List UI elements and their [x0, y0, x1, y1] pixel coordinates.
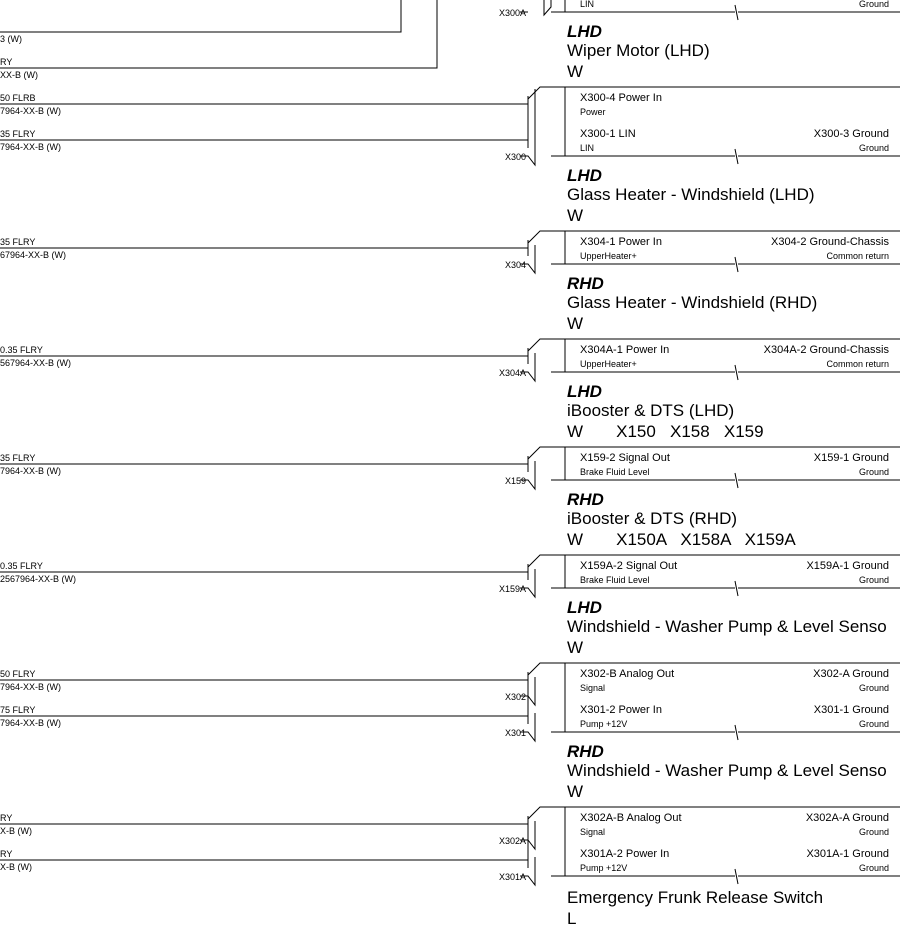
wire-label: 2567964-XX-B (W): [0, 574, 77, 584]
wire-label: 35 FLRY: [0, 237, 36, 247]
pin-signal: Ground: [858, 0, 889, 9]
pin-signal: Common return: [826, 251, 889, 261]
component-body: [735, 257, 738, 272]
component-body: [544, 0, 551, 15]
connector-id: X159A: [498, 584, 526, 594]
component-code: W X150A X158A X159A: [567, 530, 796, 549]
connector-id: X302A: [498, 836, 526, 846]
component-code: L: [567, 909, 577, 928]
component-code: W X150 X158 X159: [567, 422, 764, 441]
component-name: Windshield - Washer Pump & Level Senso: [567, 761, 887, 780]
pin-signal: Ground: [858, 143, 889, 153]
component-body: [735, 869, 738, 884]
wire-label: 0.35 FLRY: [0, 561, 43, 571]
pin-name: X301-2 Power In: [580, 704, 662, 716]
component-body: [735, 149, 738, 164]
component-name: Wiper Motor (LHD): [567, 41, 710, 60]
wire-label: 50 FLRB: [0, 93, 36, 103]
side-label: LHD: [567, 598, 602, 617]
wire-label: RY: [0, 849, 13, 859]
connector-id: X301A: [498, 872, 526, 882]
wire-segment: [0, 0, 437, 68]
pin-signal: Common return: [826, 359, 889, 369]
connector-id: X304A: [498, 368, 526, 378]
pin-signal: Ground: [858, 683, 889, 693]
side-label: RHD: [567, 274, 604, 293]
component-code: W: [567, 782, 584, 801]
wire-label: RY: [0, 57, 13, 67]
pin-name: X304-2 Ground-Chassis: [770, 236, 889, 248]
wire-label: 7964-XX-B (W): [0, 718, 62, 728]
pin-name: X302-A Ground: [813, 668, 889, 680]
wire-label: XX-B (W): [0, 70, 38, 80]
wire-label: RY: [0, 813, 13, 823]
wire-label: 50 FLRY: [0, 669, 36, 679]
component-body: [735, 365, 738, 380]
side-label: RHD: [567, 490, 604, 509]
pin-signal: Signal: [580, 827, 606, 837]
connector-id: X159: [504, 476, 526, 486]
pin-signal: Brake Fluid Level: [580, 467, 650, 477]
component-body: [735, 581, 738, 596]
connector-id: X304: [504, 260, 526, 270]
component-body: [735, 5, 738, 20]
pin-signal: Pump +12V: [580, 719, 628, 729]
pin-name: X300-3 Ground: [813, 128, 889, 140]
pin-signal: Ground: [858, 827, 889, 837]
pin-signal: Ground: [858, 575, 889, 585]
connector-id: X301: [504, 728, 526, 738]
wire-label: 7964-XX-B (W): [0, 682, 62, 692]
wire-label: X-B (W): [0, 826, 32, 836]
component-name: iBooster & DTS (LHD): [567, 401, 735, 420]
wire-label: 3 (W): [0, 34, 22, 44]
wire-label: 7964-XX-B (W): [0, 106, 62, 116]
pin-name: X304A-1 Power In: [580, 344, 670, 356]
wire-label: 75 FLRY: [0, 705, 36, 715]
wire-label: 7964-XX-B (W): [0, 142, 62, 152]
pin-name: X300-4 Power In: [580, 92, 662, 104]
component-name: Glass Heater - Windshield (LHD): [567, 185, 815, 204]
connector-id: X300: [504, 152, 526, 162]
component-name: iBooster & DTS (RHD): [567, 509, 738, 528]
pin-name: X159A-2 Signal Out: [580, 560, 678, 572]
wire-label: 35 FLRY: [0, 453, 36, 463]
wire-label: 7964-XX-B (W): [0, 466, 62, 476]
component-code: W: [567, 638, 584, 657]
pin-name: X159A-1 Ground: [806, 560, 889, 572]
side-label: RHD: [567, 742, 604, 761]
component-code: W: [567, 62, 584, 81]
component-name: Emergency Frunk Release Switch: [567, 888, 824, 907]
pin-signal: Ground: [858, 863, 889, 873]
wire-segment: [0, 0, 401, 32]
pin-name: X301A-2 Power In: [580, 848, 670, 860]
pin-name: X301A-1 Ground: [806, 848, 889, 860]
wire-label: X-B (W): [0, 862, 32, 872]
wire-label: 567964-XX-B (W): [0, 358, 72, 368]
pin-signal: Ground: [858, 719, 889, 729]
pin-name: X302A-A Ground: [805, 812, 889, 824]
wire-label: 35 FLRY: [0, 129, 36, 139]
pin-name: X159-2 Signal Out: [580, 452, 670, 464]
pin-name: X301-1 Ground: [813, 704, 889, 716]
pin-signal: Power: [580, 107, 606, 117]
pin-name: X304A-2 Ground-Chassis: [763, 344, 889, 356]
pin-signal: Pump +12V: [580, 863, 628, 873]
side-label: LHD: [567, 22, 602, 41]
pin-signal: LIN: [580, 0, 595, 9]
component-code: W: [567, 314, 584, 333]
component-body: [735, 725, 738, 740]
wire-label: 0.35 FLRY: [0, 345, 43, 355]
connector-id: X302: [504, 692, 526, 702]
side-label: LHD: [567, 382, 602, 401]
pin-name: X302A-B Analog Out: [580, 812, 682, 824]
pin-signal: UpperHeater+: [580, 359, 637, 369]
component-name: Windshield - Washer Pump & Level Senso: [567, 617, 887, 636]
component-code: W: [567, 206, 584, 225]
component-body: [735, 473, 738, 488]
component-name: Glass Heater - Windshield (RHD): [567, 293, 818, 312]
side-label: LHD: [567, 166, 602, 185]
pin-signal: LIN: [580, 143, 595, 153]
pin-signal: Brake Fluid Level: [580, 575, 650, 585]
wire-label: 67964-XX-B (W): [0, 250, 67, 260]
connector-id: X300A: [498, 8, 526, 18]
pin-name: X304-1 Power In: [580, 236, 662, 248]
pin-signal: Signal: [580, 683, 606, 693]
pin-name: X302-B Analog Out: [580, 668, 675, 680]
pin-name: X300-1 LIN: [580, 128, 636, 140]
pin-signal: Ground: [858, 467, 889, 477]
pin-name: X159-1 Ground: [813, 452, 889, 464]
pin-signal: UpperHeater+: [580, 251, 637, 261]
